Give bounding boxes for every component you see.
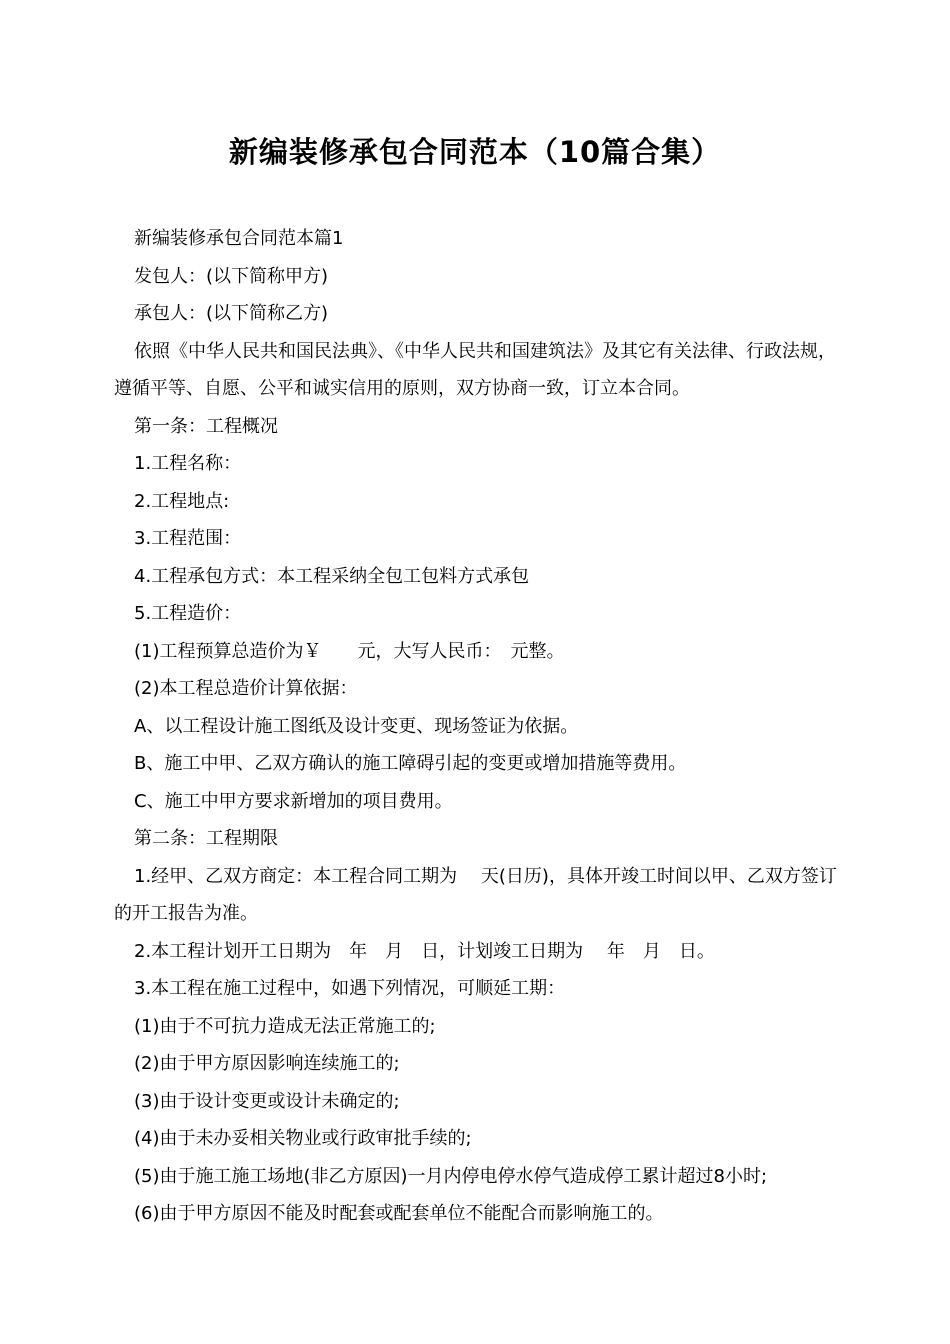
paragraph: 4.工程承包方式：本工程采纳全包工包料方式承包 — [134, 565, 530, 587]
paragraph: (5)由于施工施工场地(非乙方原因)一月内停电停水停气造成停工累计超过8小时; — [134, 1165, 768, 1187]
paragraph: 1.工程名称： — [134, 453, 242, 474]
paragraph: 发包人：(以下简称甲方) — [134, 265, 329, 287]
paragraph: (2)本工程总造价计算依据： — [134, 678, 358, 699]
document-body — [114, 220, 839, 1233]
paragraph: 新编装修承包合同范本篇1 — [134, 228, 344, 249]
paragraph: 承包人：(以下简称乙方) — [134, 303, 329, 324]
paragraph: 3.本工程在施工过程中，如遇下列情况，可顺延工期： — [134, 978, 566, 999]
document-title: 新编装修承包合同范本（10篇合集） — [228, 135, 722, 169]
paragraph: B、施工中甲、乙双方确认的施工障碍引起的变更或增加措施等费用。 — [134, 753, 687, 774]
paragraph: 3.工程范围： — [134, 528, 242, 549]
paragraph: 依照《中华人民共和国民法典》、《中华人民共和国建筑法》及其它有关法律、行政法规，遵循平等、自愿、公平和诚实信用的原则，双方协商一致，订立本合同。 — [114, 340, 836, 399]
paragraph: 第一条：工程概况 — [134, 415, 278, 437]
paragraph: 2.工程地点: — [134, 490, 230, 512]
paragraph: (1)由于不可抗力造成无法正常施工的; — [134, 1015, 436, 1037]
paragraph: (3)由于设计变更或设计未确定的; — [134, 1090, 400, 1112]
paragraph: 2.本工程计划开工日期为 年 月 日，计划竣工日期为 年 月 日。 — [134, 940, 715, 962]
paragraph: 1.经甲、乙双方商定：本工程合同工期为 天(日历)，具体开竣工时间以甲、乙双方签订的开工报告为准。 — [114, 865, 837, 924]
paragraph: 第二条：工程期限 — [134, 828, 278, 849]
paragraph: (1)工程预算总造价为￥ 元，大写人民币： 元整。 — [134, 640, 565, 662]
paragraph: C、施工中甲方要求新增加的项目费用。 — [134, 790, 453, 812]
paragraph: (6)由于甲方原因不能及时配套或配套单位不能配合而影响施工的。 — [134, 1203, 664, 1224]
paragraph: A、以工程设计施工图纸及设计变更、现场签证为依据。 — [134, 715, 579, 737]
paragraph: (2)由于甲方原因影响连续施工的; — [134, 1053, 400, 1074]
paragraph: (4)由于未办妥相关物业或行政审批手续的; — [134, 1128, 472, 1149]
paragraph: 5.工程造价： — [134, 603, 242, 624]
